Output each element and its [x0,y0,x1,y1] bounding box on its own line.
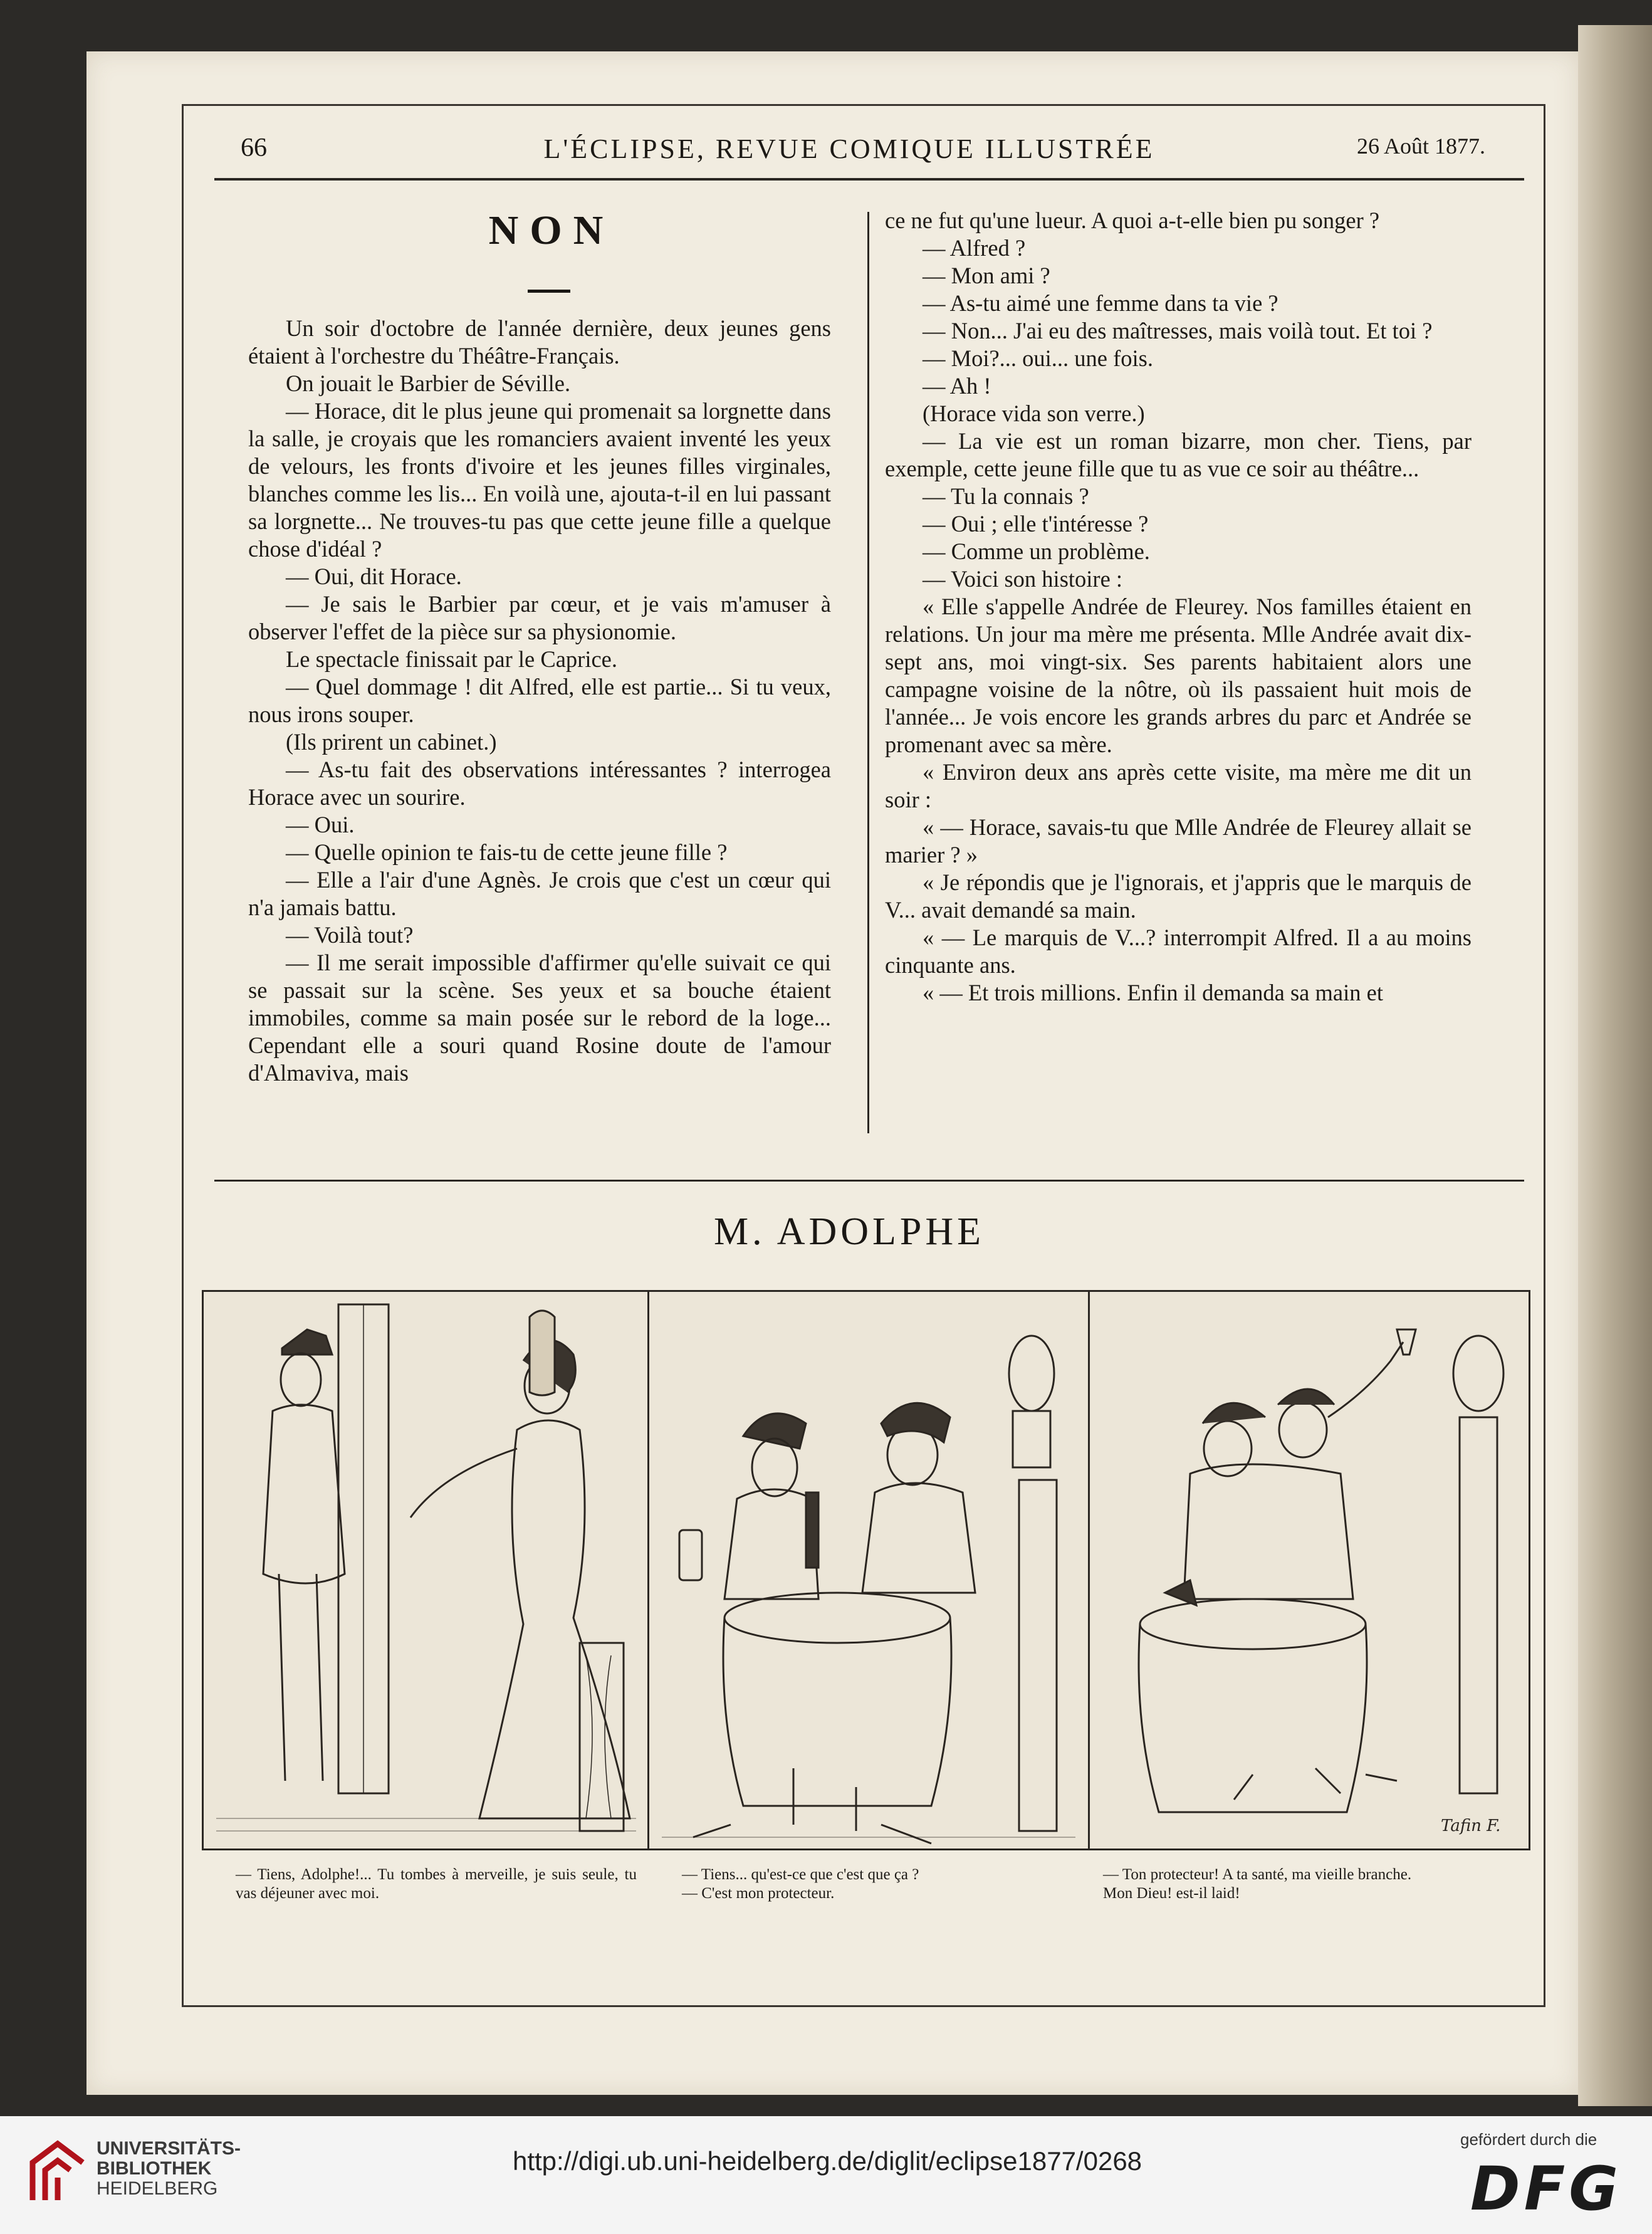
sponsor-label: gefördert durch die [1460,2130,1597,2149]
page-number: 66 [241,134,267,162]
paragraph: — Ah ! [923,373,991,399]
panel-caption: — Ton protecteur! A ta santé, ma vieille branche. Mon Dieu! est-il laid! [1103,1866,1412,1902]
paragraph: — Oui, dit Horace. [286,564,462,589]
paragraph: — La vie est un roman bizarre, mon cher. Tiens, par exemple, cette jeune fille que tu as vue ce soir au théâtre... [885,428,1472,481]
paragraph: « — Le marquis de V...? interrompit Alfred. Il a au moins cinquante ans. [885,925,1472,978]
paragraph: — Comme un problème. [923,538,1150,564]
section-rule [214,1180,1524,1182]
paragraph: — Quel dommage ! dit Alfred, elle est partie... Si tu veux, nous irons souper. [248,674,831,727]
paragraph: — Elle a l'air d'une Agnès. Je crois que c'est un cœur qui n'a jamais battu. [248,867,831,920]
panel-caption: — Tiens... qu'est-ce que c'est que ça ? — C'est mon protecteur. [682,1866,919,1902]
title-dash [528,290,570,293]
article-column-left [248,315,831,1087]
cartoon-strip [202,1290,1530,1850]
paragraph: Le spectacle finissait par le Caprice. [286,646,618,672]
paragraph: — Voici son histoire : [923,566,1123,592]
journal-title: L'ÉCLIPSE, REVUE COMIQUE ILLUSTRÉE [543,134,1155,164]
article-title: NON [488,207,615,253]
paragraph: « Elle s'appelle Andrée de Fleurey. Nos familles étaient en relations. Un jour ma mère me présenta. Mlle Andrée avait dix-sept ans, moi vingt-six. Ses parents habitaient alors une campagne voisine de la nôtre, où ils passaient huit mois de l'année... Je vois encore les grands arbres du parc et Andrée se promenant avec sa mère. [885,594,1472,757]
paragraph: (Horace vida son verre.) [923,401,1145,426]
article-column-right [885,207,1472,1007]
paragraph: — As-tu aimé une femme dans ta vie ? [923,290,1278,316]
paragraph: Un soir d'octobre de l'année dernière, deux jeunes gens étaient à l'orchestre du Théâtre-Français. [248,315,831,369]
paragraph: (Ils prirent un cabinet.) [286,729,497,755]
paragraph: — Moi?... oui... une fois. [923,345,1154,371]
cartoon-title: M. ADOLPHE [713,1210,985,1253]
dfg-logo[interactable]: DFG [1470,2154,1623,2224]
paragraph: « Je répondis que je l'ignorais, et j'appris que le marquis de V... avait demandé sa main. [885,869,1472,923]
paragraph: — Voilà tout? [286,922,414,948]
paragraph: — Tu la connais ? [923,483,1089,509]
university-library-logo-icon [26,2137,89,2206]
cartoonist-signature: Tafin F. [1441,1817,1501,1835]
paragraph: — Horace, dit le plus jeune qui promenait sa lorgnette dans la salle, je croyais que les romanciers avaient inventé les yeux de velours, les fronts d'ivoire et les jeunes filles virginales, blanches comme les lis... En voilà une, ajouta-t-il en lui passant sa lorgnette... Ne trouves-tu pas que cette jeune fille a quelque chose d'idéal ? [248,398,831,562]
panel-caption: — Tiens, Adolphe!... Tu tombes à merveille, je suis seule, tu vas déjeuner avec moi. [236,1866,637,1902]
cartoon-panel-table [649,1292,1090,1849]
header-rule [214,178,1524,181]
panel-illustration-couple-at-table [649,1292,1088,1849]
cartoon-panel-doorway [204,1292,649,1849]
paragraph: — Il me serait impossible d'affirmer qu'elle suivait ce qui se passait sur la scène. Ses yeux et sa bouche étaient immobiles, comme sa main posée sur le rebord de la loge... Cependant elle a souri quand Rosine doute de l'amour d'Almaviva, mais [248,950,831,1086]
cartoon-panel-toast [1090,1292,1529,1849]
paragraph: « — Horace, savais-tu que Mlle Andrée de Fleurey allait se marier ? » [885,814,1472,868]
paragraph: On jouait le Barbier de Séville. [286,370,571,396]
paragraph: « — Et trois millions. Enfin il demanda sa main et [923,980,1383,1005]
panel-illustration-woman-greeting [204,1292,647,1849]
paragraph: ce ne fut qu'une lueur. A quoi a-t-elle bien pu songer ? [885,207,1380,233]
paragraph: — As-tu fait des observations intéressantes ? interrogea Horace avec un sourire. [248,757,831,810]
library-name-text: UNIVERSITÄTS- BIBLIOTHEK [97,2138,241,2179]
paragraph: « Environ deux ans après cette visite, ma mère me dit un soir : [885,759,1472,812]
issue-date: 26 Août 1877. [1356,134,1485,159]
next-page-edge [1578,25,1652,2106]
paragraph: — Oui. [286,812,355,837]
panel-illustration-toast [1090,1292,1529,1849]
paragraph: — Je sais le Barbier par cœur, et je vais m'amuser à observer l'effet de la pièce sur sa physionomie. [248,591,831,644]
library-city: HEIDELBERG [97,2178,218,2199]
column-rule [867,212,869,1133]
source-link[interactable]: http://digi.ub.uni-heidelberg.de/diglit/eclipse1877/0268 [512,2146,1142,2176]
paragraph: — Alfred ? [923,235,1026,261]
paragraph: — Mon ami ? [923,263,1050,288]
paragraph: — Non... J'ai eu des maîtresses, mais voilà tout. Et toi ? [923,318,1433,343]
paragraph: — Quelle opinion te fais-tu de cette jeune fille ? [286,839,728,865]
paragraph: — Oui ; elle t'intéresse ? [923,511,1149,537]
library-name[interactable] [97,2139,241,2199]
